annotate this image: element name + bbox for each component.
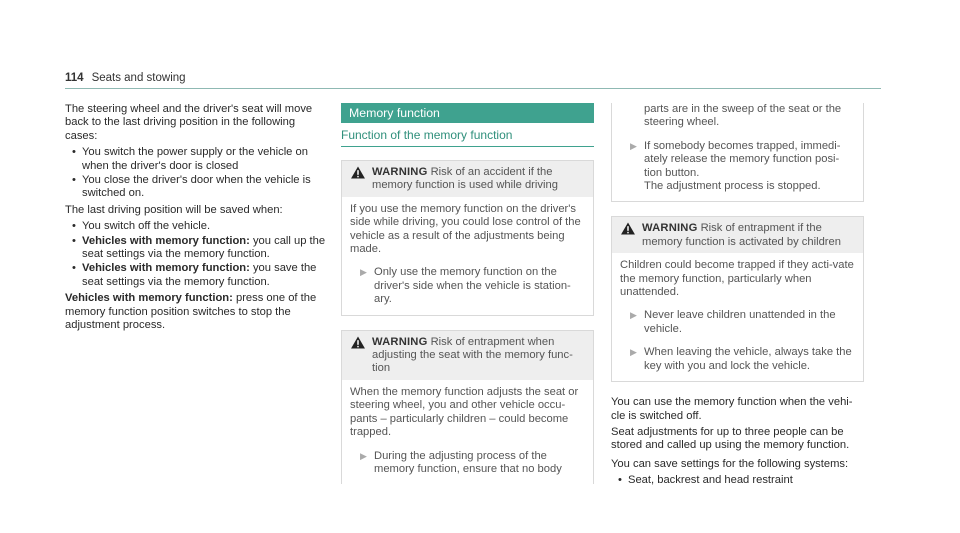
list-item: • Seat, backrest and head restraint <box>611 474 864 487</box>
arrow-icon: ▶ <box>630 140 637 151</box>
arrow-icon: ▶ <box>360 267 367 278</box>
warning-title: Risk of an accident if the memory function is used while driving <box>372 166 558 192</box>
intro-paragraph: The steering wheel and the driver's seat will move back to the last driving position in the following cases: <box>65 103 313 142</box>
list-item-text: you save the seat settings via the memory function. <box>82 262 317 288</box>
warning-continuation <box>611 103 864 202</box>
arrow-spacer <box>620 103 644 130</box>
warning-header <box>342 331 593 380</box>
step-result: The adjustment process is stopped. <box>644 180 821 193</box>
warning-label: WARNING <box>642 222 698 235</box>
list-item: • You close the driver's door when the vehicle is switched on. <box>65 174 327 201</box>
step-main: If somebody becomes trapped, immedi-ately release the memory function posi-tion button. <box>644 139 841 179</box>
body-paragraph: You can use the memory function when the vehi-cle is switched off. <box>611 396 853 422</box>
step-text: When leaving the vehicle, always take the key with you and lock the vehicle. <box>644 346 852 372</box>
arrow-icon: ▶ <box>630 310 637 321</box>
body-paragraph: Seat adjustments for up to three people can be stored and called up using the memory function. <box>611 425 850 452</box>
saved-list <box>65 220 327 289</box>
column-middle <box>341 103 594 498</box>
warning-box <box>341 330 594 485</box>
body-paragraph: You can save settings for the following systems: <box>611 457 849 470</box>
list-item: • You switch the power supply or the vehicle on when the driver's door is closed <box>65 146 327 173</box>
warning-title: Risk of entrapment if the memory function is activated by children <box>642 222 841 248</box>
instruction-step <box>620 140 855 194</box>
final-paragraph <box>65 292 327 332</box>
warning-text: Children could become trapped if they acti-vate the memory function, particularly when unattended. <box>620 259 854 299</box>
list-item: • You switch off the vehicle. <box>65 220 327 233</box>
cases-list <box>65 146 327 201</box>
warning-text: If you use the memory function on the driver's side while driving, you could lose control of the vehicle as a result of the adjustments being made. <box>350 202 581 256</box>
warning-triangle-icon <box>350 336 366 349</box>
instruction-step <box>620 103 855 130</box>
instruction-step <box>620 346 855 373</box>
systems-list <box>611 474 864 487</box>
instruction-step <box>350 266 585 306</box>
warning-body <box>612 253 863 381</box>
saved-intro: The last driving position will be saved when: <box>65 203 283 216</box>
warning-triangle-icon <box>350 166 366 179</box>
step-text: During the adjusting process of the memory function, ensure that no body <box>374 449 562 475</box>
step-text: parts are in the sweep of the seat or the steering wheel. <box>644 103 842 129</box>
section-name: Seats and stowing <box>91 72 186 84</box>
list-item-text: you call up the seat settings via the memory function. <box>82 234 326 261</box>
warning-box <box>611 216 864 382</box>
page-number: 114 <box>65 72 84 84</box>
list-item <box>65 235 327 262</box>
section-title: Memory function <box>341 103 594 123</box>
warning-body <box>342 380 593 484</box>
column-right <box>611 103 864 491</box>
bold-label: Vehicles with memory function: <box>82 262 250 275</box>
step-text: Never leave children unattended in the vehicle. <box>644 309 836 335</box>
warning-title: Risk of entrapment when adjusting the seat with the memory func-tion <box>372 335 573 375</box>
warning-text: When the memory function adjusts the seat or steering wheel, you and other vehicle occu-pants – particularly children – could become trapped. <box>350 385 579 439</box>
paragraph-text: press one of the memory function position switches to stop the adjustment process. <box>65 292 317 332</box>
list-item <box>65 262 327 289</box>
bold-label: Vehicles with memory function: <box>82 234 250 247</box>
warning-label: WARNING <box>372 166 428 178</box>
warning-header <box>342 161 593 197</box>
warning-header <box>612 217 863 253</box>
step-text: Only use the memory function on the driver's side when the vehicle is station-ary. <box>374 266 571 306</box>
bold-label: Vehicles with memory function: <box>65 292 233 305</box>
subheading: Function of the memory function <box>341 128 594 147</box>
instruction-step <box>350 450 585 477</box>
warning-triangle-icon <box>620 222 636 235</box>
column-left <box>65 103 327 336</box>
header-rule <box>65 88 881 89</box>
arrow-icon: ▶ <box>360 450 367 461</box>
page-header <box>65 72 186 85</box>
instruction-step <box>620 309 855 336</box>
arrow-icon: ▶ <box>630 347 637 358</box>
warning-body <box>342 197 593 315</box>
warning-label: WARNING <box>372 335 428 348</box>
step-text <box>644 140 855 194</box>
warning-box <box>341 160 594 316</box>
